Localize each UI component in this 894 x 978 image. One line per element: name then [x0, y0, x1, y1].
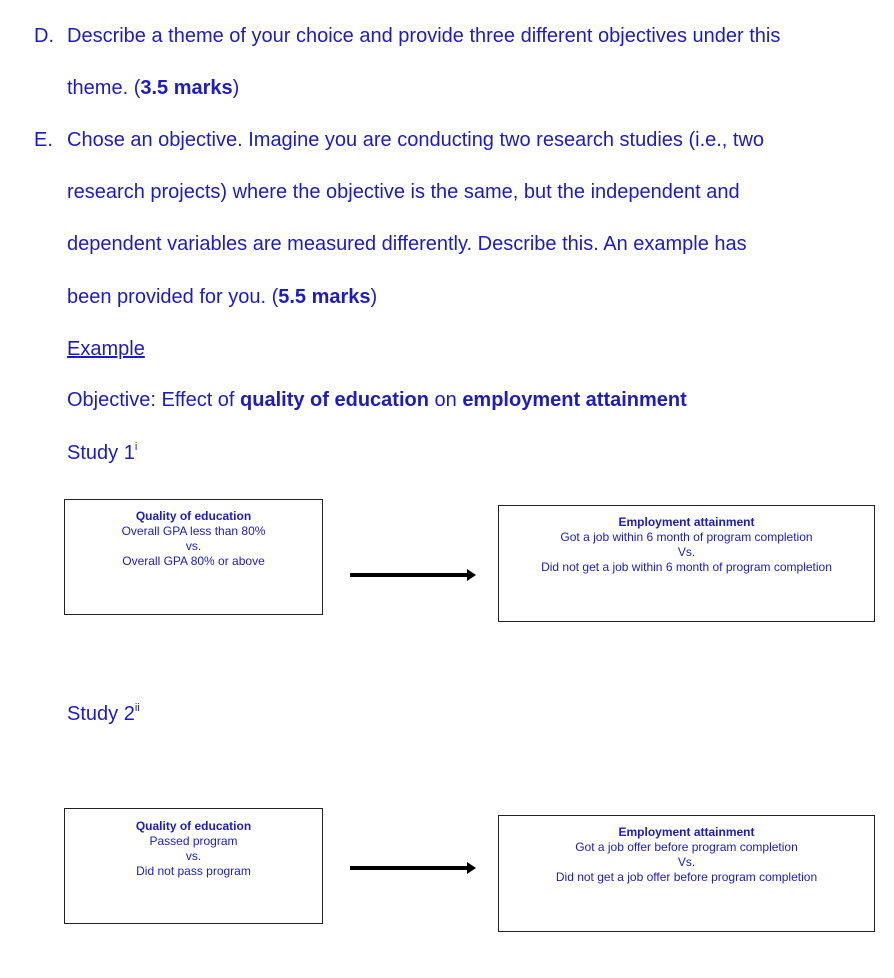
study-2-arrow — [350, 866, 468, 870]
study-2-dv-box — [498, 815, 875, 932]
study-2-note: ii — [134, 702, 140, 714]
item-e-line-1: Chose an objective. Imagine you are conducting two research studies (i.e., two — [67, 129, 765, 151]
item-e-marker: E. — [34, 129, 53, 151]
item-e-line-3: dependent variables are measured differently. Describe this. An example has — [67, 233, 747, 255]
item-d-line-2-pre: theme. ( — [67, 77, 141, 99]
objective-line — [67, 388, 687, 412]
objective-iv: quality of education — [240, 389, 429, 411]
study-1-iv-line-2: vs. — [185, 539, 202, 553]
item-d-line-1: Describe a theme of your choice and provide three different objectives under this — [67, 25, 781, 47]
study-2-iv-line-2: vs. — [185, 849, 202, 863]
objective-pre: Objective: Effect of — [67, 389, 241, 411]
study-1-note: i — [134, 441, 138, 453]
item-e-marks: 5.5 marks — [278, 286, 371, 308]
study-1-iv-title: Quality of education — [135, 509, 252, 523]
objective-mid: on — [428, 389, 463, 411]
study-1-iv-line-3: Overall GPA 80% or above — [122, 554, 265, 568]
item-e-line-4-post: ) — [370, 286, 378, 308]
study-2-iv-title: Quality of education — [135, 819, 252, 833]
study-2-label — [67, 702, 140, 726]
study-2-dv-line-2: Vs. — [677, 855, 696, 869]
study-2-dv-line-1: Got a job offer before program completion — [575, 840, 798, 854]
study-2-dv-line-3: Did not get a job offer before program completion — [555, 870, 818, 884]
study-2-iv-line-1: Passed program — [149, 834, 238, 848]
study-1-iv-box — [64, 499, 323, 615]
study-1-iv-line-1: Overall GPA less than 80% — [121, 524, 266, 538]
item-e-line-4 — [67, 285, 377, 309]
study-1-arrow — [350, 573, 468, 577]
item-e-line-2: research projects) where the objective is the same, but the independent and — [67, 181, 740, 203]
objective-dv: employment attainment — [462, 389, 687, 411]
study-2-label-text: Study 2 — [67, 703, 135, 725]
item-d-marks: 3.5 marks — [140, 77, 233, 99]
study-2-dv-title: Employment attainment — [618, 825, 755, 839]
study-1-dv-box — [498, 505, 875, 622]
item-d-marker: D. — [34, 25, 54, 47]
study-1-dv-line-1: Got a job within 6 month of program completion — [560, 530, 813, 544]
item-d-line-2 — [67, 76, 239, 100]
study-1-label — [67, 441, 137, 465]
item-d-line-2-post: ) — [232, 77, 240, 99]
study-1-dv-line-3: Did not get a job within 6 month of program completion — [541, 560, 832, 574]
study-1-dv-title: Employment attainment — [618, 515, 755, 529]
item-e-line-4-pre: been provided for you. ( — [67, 286, 279, 308]
study-1-label-text: Study 1 — [67, 442, 135, 464]
study-1-dv-line-2: Vs. — [677, 545, 696, 559]
example-heading: Example — [67, 338, 145, 360]
study-2-iv-line-3: Did not pass program — [136, 864, 251, 878]
study-2-iv-box — [64, 808, 323, 924]
